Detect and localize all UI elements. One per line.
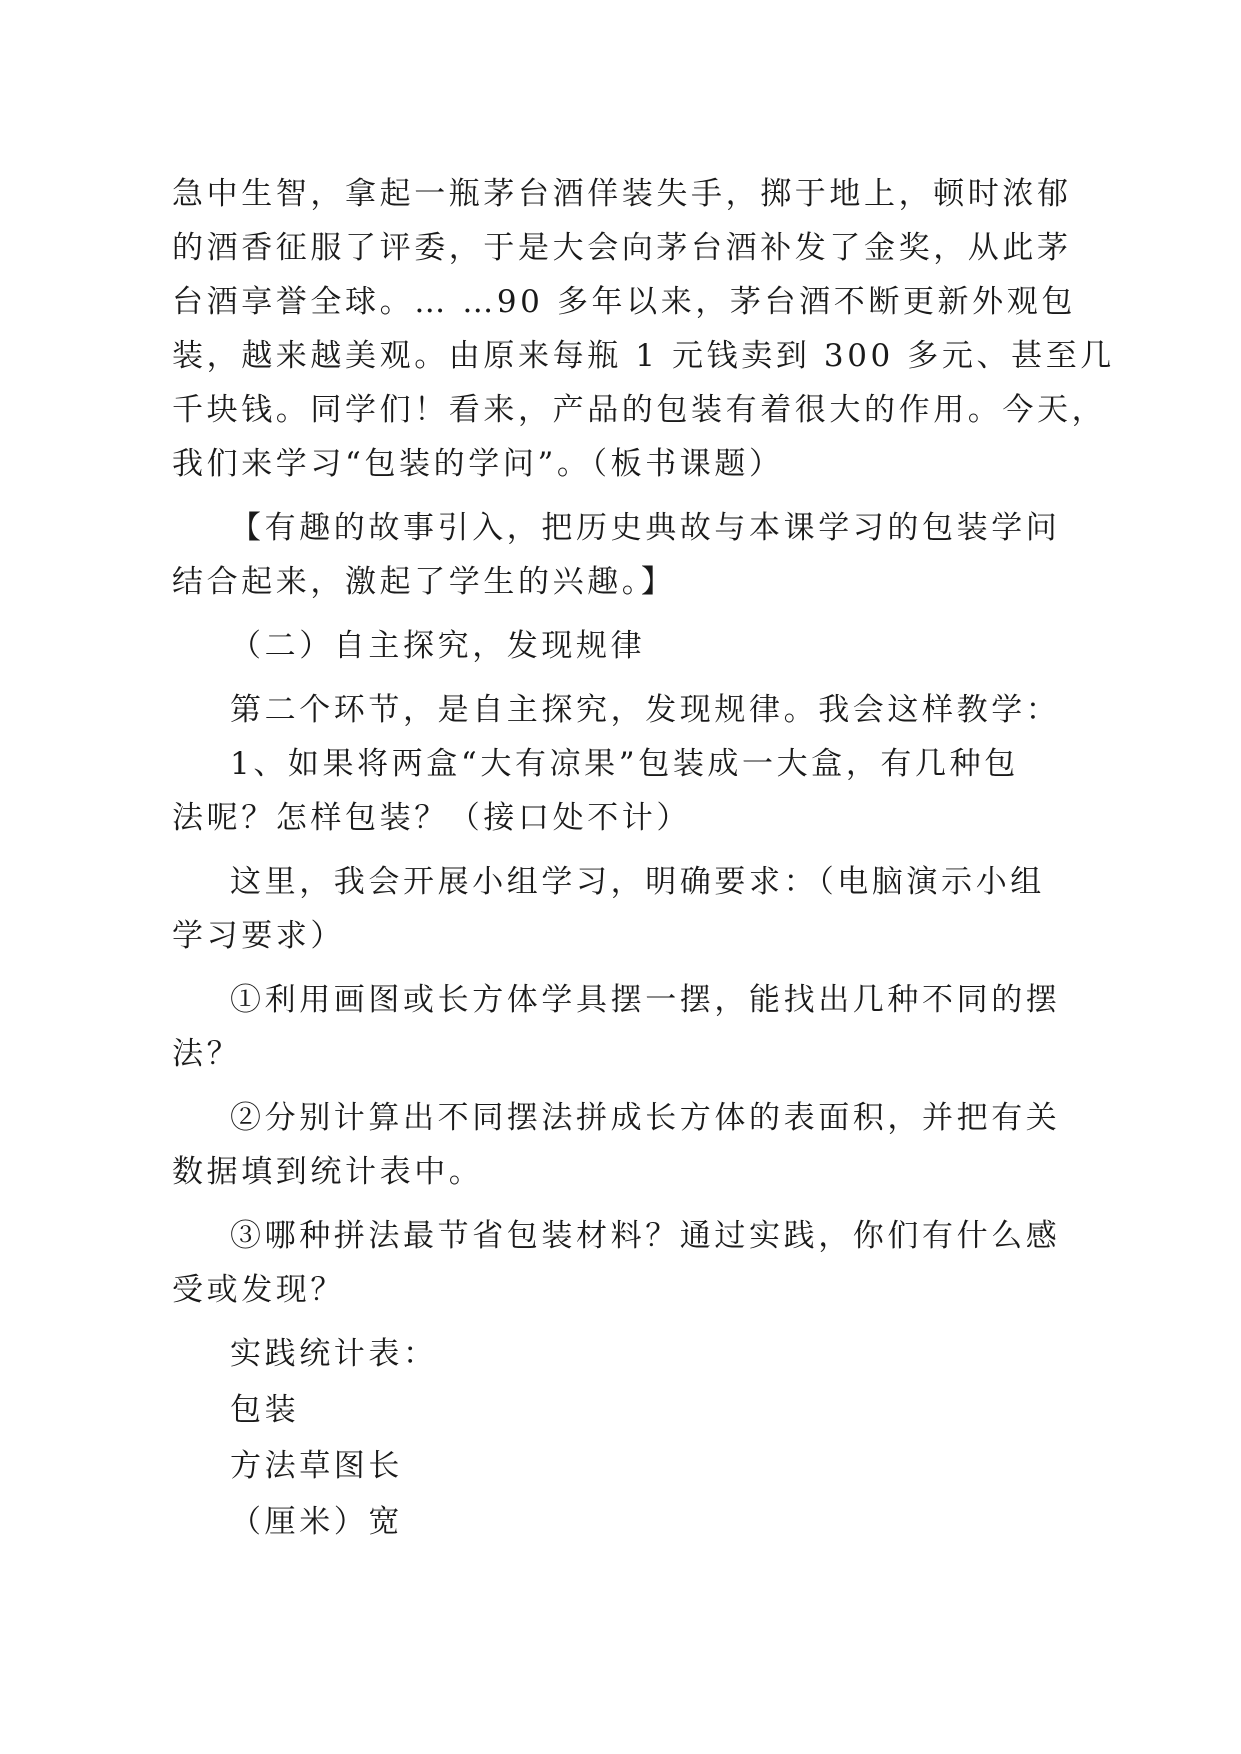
requirement-1-line-2: 法？: [172, 1036, 242, 1072]
table-header-1: 包装: [230, 1392, 300, 1428]
requirement-1-line-1: ①利用画图或长方体学具摆一摆，能找出几种不同的摆: [230, 982, 1061, 1018]
text-line-6: 我们来学习“包装的学问”。（板书课题）: [172, 446, 784, 482]
question-1-line-2: 法呢？怎样包装？（接口处不计）: [172, 800, 691, 836]
question-1-line-1: 1、如果将两盒“大有凉果”包装成一大盒，有几种包: [230, 746, 1019, 782]
requirement-3-line-2: 受或发现？: [172, 1272, 345, 1308]
text-line-3: 台酒享誉全球。… …90 多年以来，茅台酒不断更新外观包: [172, 284, 1076, 320]
text-line-2: 的酒香征服了评委，于是大会向茅台酒补发了金奖，从此茅: [172, 230, 1072, 266]
comment-line-1: 【有趣的故事引入，把历史典故与本课学习的包装学问: [230, 510, 1061, 546]
section-heading: （二）自主探究，发现规律: [230, 628, 646, 664]
text-line-1: 急中生智，拿起一瓶茅台酒佯装失手，掷于地上，顿时浓郁: [172, 176, 1072, 212]
requirement-2-line-2: 数据填到统计表中。: [172, 1154, 484, 1190]
text-line-14: 学习要求）: [172, 918, 345, 954]
text-line-13: 这里，我会开展小组学习，明确要求：（电脑演示小组: [230, 864, 1045, 900]
requirement-3-line-1: ③哪种拼法最节省包装材料？通过实践，你们有什么感: [230, 1218, 1061, 1254]
comment-line-2: 结合起来，激起了学生的兴趣。】: [172, 564, 676, 600]
requirement-2-line-1: ②分别计算出不同摆法拼成长方体的表面积，并把有关: [230, 1100, 1061, 1136]
text-line-5: 千块钱。同学们！看来，产品的包装有着很大的作用。今天，: [172, 392, 1107, 428]
text-line-4: 装，越来越美观。由原来每瓶 1 元钱卖到 300 多元、甚至几: [172, 338, 1115, 374]
table-header-3: （厘米）宽: [230, 1504, 403, 1540]
table-header-2: 方法草图长: [230, 1448, 403, 1484]
table-caption: 实践统计表：: [230, 1336, 438, 1372]
text-line-10: 第二个环节，是自主探究，发现规律。我会这样教学：: [230, 692, 1061, 728]
